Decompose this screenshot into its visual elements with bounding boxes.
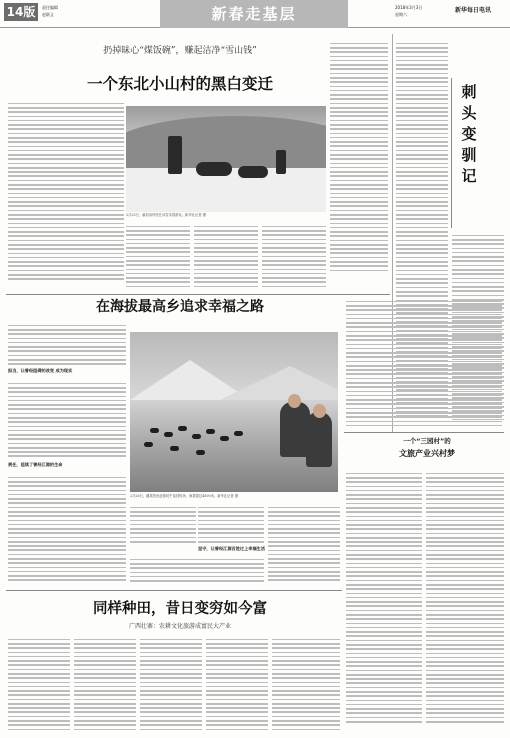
- edition-number: 14版: [4, 3, 38, 21]
- story1-photo-caption: 2月25日，扁担沟村民在冰雪乐园游玩。新华社记者 摄: [126, 213, 206, 217]
- story2-subhead-1: 担当，让曾经阻碍的改变 成为现实: [8, 368, 73, 373]
- editor-name: 赵联义: [42, 12, 54, 17]
- story1-column-5: [262, 223, 326, 293]
- story1-column-1: [8, 100, 66, 290]
- story1-photo: [126, 106, 326, 212]
- story1-headline: 一个东北小山村的黑白变迁: [86, 75, 273, 93]
- commentary-continued: [346, 298, 502, 430]
- story1-column-4: [194, 223, 258, 293]
- story2-body-6: [130, 556, 264, 586]
- story4-column-4: [206, 636, 268, 734]
- story2-photo: [130, 332, 338, 492]
- story4-column-1: [8, 636, 70, 734]
- story4-kicker: 广西壮寨：农耕文化旅游成富民大产业: [128, 623, 231, 630]
- story2-subhead-2: 责任，延续了曾经江源的生命: [8, 462, 63, 467]
- commentary-title: 刺头变驯记: [461, 83, 477, 185]
- story1-column-2: [66, 100, 124, 290]
- story4-column-2: [74, 636, 136, 734]
- editor-credit: [42, 4, 58, 18]
- date: 2018年3月3日: [395, 5, 423, 10]
- story2-subhead-3: 坚守，让曾经江源百姓过上幸福生活: [198, 546, 266, 551]
- story2-body-5: [268, 504, 340, 584]
- story3-kicker: 一个“三园村”的: [403, 437, 451, 445]
- story2-body-4: [198, 504, 264, 544]
- story2-photo-caption: 2月26日，藏族牧民赶着牦牛返回牧场，海拔超过4500米。新华社记者 摄: [130, 494, 239, 498]
- story1-kicker: 扔掉昧心“煤饭碗”，赚起洁净“雪山钱”: [103, 46, 257, 56]
- story2-top-rule: [6, 294, 390, 295]
- section-banner: 新春走基层: [160, 0, 348, 28]
- editor-label: 责任编辑: [42, 5, 58, 10]
- story3-column-1: [346, 470, 422, 734]
- date-line: [395, 4, 422, 18]
- story2-body-2: [8, 474, 126, 584]
- story2-headline: 在海拔最高乡追求幸福之路: [96, 299, 264, 315]
- story1-column-6: [330, 40, 388, 290]
- story2-body-3: [130, 504, 196, 544]
- paper-name: 新华每日电讯: [455, 7, 492, 14]
- story4-headline: 同样种田，昔日变穷如今富: [93, 601, 267, 617]
- story2-body-1: [8, 380, 126, 460]
- story3-heading: [362, 437, 492, 460]
- weekday: 星期六: [395, 12, 407, 17]
- story4-top-rule: [6, 590, 342, 591]
- story3-column-2: [426, 470, 504, 734]
- story4-column-5: [272, 636, 340, 734]
- commentary-title-rule: [451, 78, 452, 228]
- story3-headline: 文旅产业兴村梦: [399, 448, 455, 458]
- story3-top-rule: [344, 432, 504, 433]
- story1-column-3: [126, 223, 190, 293]
- story4-column-3: [140, 636, 202, 734]
- masthead: [0, 0, 510, 28]
- story2-intro: [8, 322, 126, 366]
